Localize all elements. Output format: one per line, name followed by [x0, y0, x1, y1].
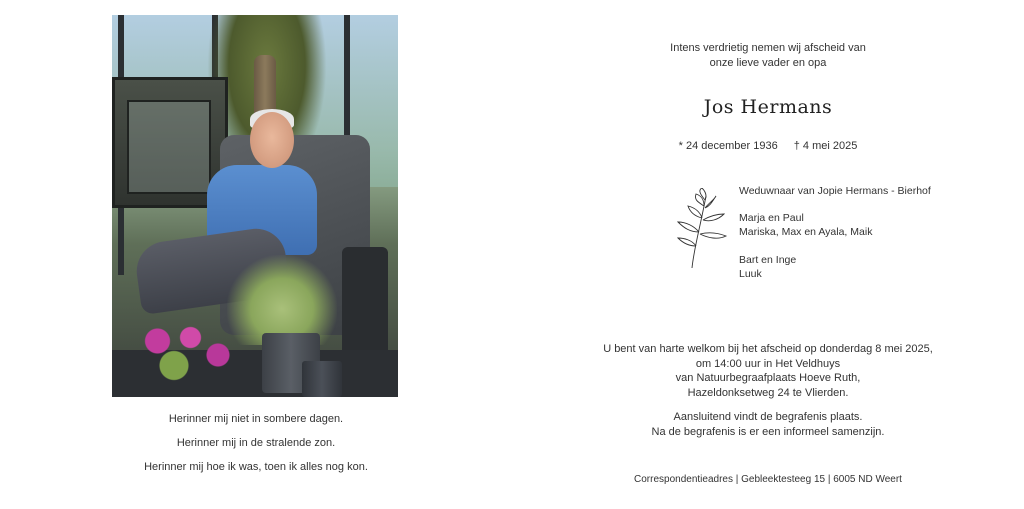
poem-line-3: Herinner mij hoe ik was, toen ik alles nog kon.	[144, 461, 368, 473]
service-line-2: om 14:00 uur in Het Veldhuys	[695, 357, 841, 370]
grandchildren-1: Mariska, Max en Ayala, Maik	[739, 226, 873, 238]
service-line-3: van Natuurbegraafplaats Hoeve Ruth,	[675, 372, 861, 384]
intro-line-1: Intens verdrietig nemen wij afscheid van	[670, 42, 866, 54]
child-2: Bart en Inge	[739, 254, 797, 266]
child-1: Marja en Paul	[739, 212, 804, 224]
deceased-name: Jos Hermans	[703, 96, 833, 118]
birth-date: * 24 december 1936	[678, 140, 778, 152]
after-line-2: Na de begrafenis is er een informeel samenzijn.	[651, 425, 885, 438]
intro-text	[512, 41, 1024, 71]
leaf-branch-icon	[672, 188, 732, 270]
poem-line-2: Herinner mij in de stralende zon.	[176, 437, 336, 449]
intro-line-2: onze lieve vader en opa	[709, 57, 827, 69]
widower-line: Weduwnaar van Jopie Hermans - Bierhof	[739, 185, 931, 197]
after-info	[512, 410, 1024, 439]
service-info	[512, 342, 1024, 400]
service-line-1: U bent van harte welkom bij het afscheid op donderdag 8 mei 2025,	[603, 343, 933, 355]
grandchildren-2: Luuk	[739, 268, 762, 280]
correspondence-address: Correspondentieadres | Gebleektesteeg 15 | 6005 ND Weert	[634, 474, 902, 485]
after-line-1: Aansluitend vindt de begrafenis plaats.	[673, 411, 863, 423]
service-line-4: Hazeldonksetweg 24 te Vlierden.	[687, 386, 849, 399]
death-date: † 4 mei 2025	[793, 140, 858, 152]
life-dates	[512, 140, 1024, 152]
portrait-photo	[112, 15, 398, 397]
poem-line-1: Herinner mij niet in sombere dagen.	[168, 413, 344, 425]
